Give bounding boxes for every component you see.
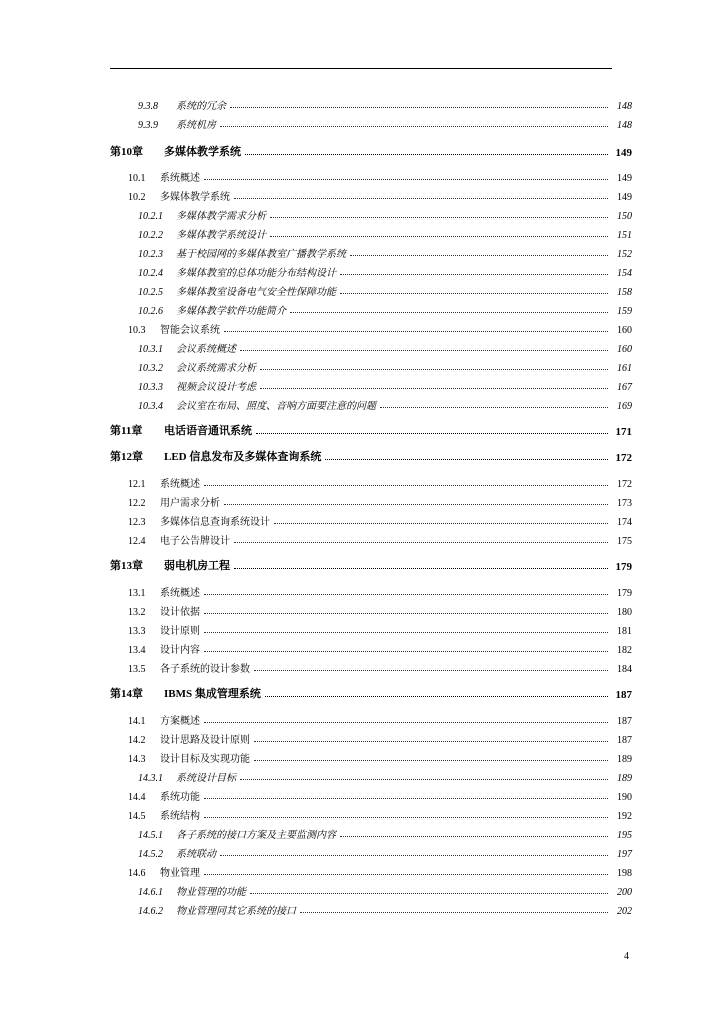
- toc-entry-page: 149: [615, 147, 632, 159]
- toc-section-entry[interactable]: [128, 600, 632, 618]
- toc-entry-title: 设计原则: [160, 626, 200, 637]
- toc-entry-page: 197: [617, 849, 632, 860]
- toc-leader-dots: [340, 274, 608, 275]
- toc-entry-page: 182: [617, 645, 632, 656]
- toc-entry-title: 会议系统需求分析: [176, 363, 256, 374]
- toc-entry-page: 169: [617, 401, 632, 412]
- toc-subsection-entry[interactable]: [138, 880, 632, 898]
- toc-leader-dots: [204, 651, 608, 652]
- toc-leader-dots: [340, 836, 608, 837]
- toc-entry-number: 13.1: [128, 588, 146, 599]
- toc-entry-number: 第12章: [110, 451, 143, 463]
- toc-entry-page: 174: [617, 517, 632, 528]
- toc-leader-dots: [224, 504, 608, 505]
- toc-entry-title: 系统结构: [160, 811, 200, 822]
- toc-leader-dots: [234, 542, 608, 543]
- toc-entry-title: 各子系统的设计参数: [160, 664, 250, 675]
- toc-leader-dots: [270, 217, 608, 218]
- toc-entry-page: 149: [617, 192, 632, 203]
- toc-subsection-entry[interactable]: [138, 280, 632, 298]
- toc-entry-title: 电话语音通讯系统: [164, 425, 252, 437]
- toc-entry-page: 200: [617, 887, 632, 898]
- toc-entry-title: 多媒体教学软件功能简介: [176, 306, 286, 317]
- toc-entry-title: 设计目标及实现功能: [160, 754, 250, 765]
- toc-section-entry[interactable]: [128, 657, 632, 675]
- toc-entry-title: 视频会议设计考虑: [176, 382, 256, 393]
- toc-section-entry[interactable]: [128, 581, 632, 599]
- toc-entry-number: 12.2: [128, 498, 146, 509]
- toc-entry-number: 14.6.1: [138, 887, 163, 898]
- toc-entry-number: 14.3.1: [138, 773, 163, 784]
- toc-leader-dots: [254, 741, 608, 742]
- toc-entry-page: 173: [617, 498, 632, 509]
- toc-leader-dots: [230, 107, 608, 108]
- toc-entry-number: 13.4: [128, 645, 146, 656]
- toc-entry-title: 多媒体教室的总体功能分布结构设计: [176, 268, 336, 279]
- toc-leader-dots: [325, 459, 608, 460]
- toc-section-entry[interactable]: [128, 619, 632, 637]
- toc-entry-title: 智能会议系统: [160, 325, 220, 336]
- toc-entry-page: 187: [617, 716, 632, 727]
- toc-entry-number: 10.3: [128, 325, 146, 336]
- toc-entry-number: 10.2: [128, 192, 146, 203]
- toc-entry-title: 用户需求分析: [160, 498, 220, 509]
- toc-section-entry[interactable]: [128, 185, 632, 203]
- toc-leader-dots: [240, 779, 608, 780]
- toc-entry-title: 方案概述: [160, 716, 200, 727]
- toc-entry-title: 系统的冗余: [176, 101, 226, 112]
- toc-leader-dots: [300, 912, 608, 913]
- toc-entry-number: 10.3.2: [138, 363, 163, 374]
- toc-entry-page: 187: [615, 689, 632, 701]
- toc-entry-number: 第13章: [110, 560, 143, 572]
- toc-entry-page: 150: [617, 211, 632, 222]
- toc-entry-page: 195: [617, 830, 632, 841]
- toc-section-entry[interactable]: [128, 472, 632, 490]
- toc-entry-title: 物业管理同其它系统的接口: [176, 906, 296, 917]
- toc-leader-dots: [204, 485, 608, 486]
- toc-leader-dots: [350, 255, 608, 256]
- toc-entry-page: 152: [617, 249, 632, 260]
- toc-entry-page: 180: [617, 607, 632, 618]
- toc-entry-title: 设计依据: [160, 607, 200, 618]
- toc-leader-dots: [240, 350, 608, 351]
- toc-leader-dots: [256, 433, 608, 434]
- toc-entry-page: 154: [617, 268, 632, 279]
- toc-entry-page: 192: [617, 811, 632, 822]
- toc-entry-number: 10.3.3: [138, 382, 163, 393]
- toc-leader-dots: [290, 312, 608, 313]
- toc-chapter-entry[interactable]: [110, 446, 632, 464]
- toc-entry-number: 第10章: [110, 146, 143, 158]
- toc-leader-dots: [260, 369, 608, 370]
- toc-subsection-entry[interactable]: [138, 823, 632, 841]
- toc-entry-number: 10.2.3: [138, 249, 163, 260]
- toc-entry-title: IBMS 集成管理系统: [164, 688, 261, 700]
- toc-entry-page: 179: [617, 588, 632, 599]
- toc-section-entry[interactable]: [128, 166, 632, 184]
- toc-subsection-entry[interactable]: [138, 299, 632, 317]
- toc-entry-number: 14.1: [128, 716, 146, 727]
- toc-leader-dots: [254, 670, 608, 671]
- toc-entry-number: 10.2.2: [138, 230, 163, 241]
- toc-entry-title: 系统功能: [160, 792, 200, 803]
- toc-entry-title: 弱电机房工程: [164, 560, 230, 572]
- toc-section-entry[interactable]: [128, 747, 632, 765]
- toc-entry-number: 14.3: [128, 754, 146, 765]
- toc-entry-page: 184: [617, 664, 632, 675]
- toc-entry-title: 系统概述: [160, 479, 200, 490]
- toc-entry-title: 会议室在布局、照度、音响方面要注意的问题: [176, 401, 376, 412]
- toc-entry-title: 多媒体教学系统: [160, 192, 230, 203]
- page-number: 4: [624, 951, 629, 962]
- toc-subsection-entry[interactable]: [138, 94, 632, 112]
- toc-entry-page: 160: [617, 325, 632, 336]
- toc-leader-dots: [234, 198, 608, 199]
- toc-section-entry[interactable]: [128, 638, 632, 656]
- toc-entry-page: 189: [617, 773, 632, 784]
- toc-leader-dots: [220, 855, 608, 856]
- toc-entry-page: 172: [617, 479, 632, 490]
- toc-entry-title: 物业管理: [160, 868, 200, 879]
- toc-entry-number: 10.2.4: [138, 268, 163, 279]
- toc-entry-title: 系统设计目标: [176, 773, 236, 784]
- toc-section-entry[interactable]: [128, 728, 632, 746]
- toc-entry-number: 12.4: [128, 536, 146, 547]
- toc-section-entry[interactable]: [128, 529, 632, 547]
- toc-section-entry[interactable]: [128, 491, 632, 509]
- toc-leader-dots: [340, 293, 608, 294]
- toc-entry-number: 9.3.9: [138, 120, 158, 131]
- toc-chapter-entry[interactable]: [110, 555, 632, 573]
- toc-leader-dots: [204, 817, 608, 818]
- toc-section-entry[interactable]: [128, 861, 632, 879]
- toc-section-entry[interactable]: [128, 709, 632, 727]
- toc-leader-dots: [204, 632, 608, 633]
- toc-entry-title: 多媒体教室设备电气安全性保障功能: [176, 287, 336, 298]
- toc-entry-title: 会议系统概述: [176, 344, 236, 355]
- header-rule: [110, 68, 612, 69]
- toc-entry-title: 基于校园网的多媒体教室广播教学系统: [176, 249, 346, 260]
- toc-entry-page: 181: [617, 626, 632, 637]
- toc-entry-page: 187: [617, 735, 632, 746]
- toc-entry-page: 161: [617, 363, 632, 374]
- toc-leader-dots: [265, 696, 608, 697]
- toc-entry-page: 179: [615, 561, 632, 573]
- toc-entry-number: 14.4: [128, 792, 146, 803]
- toc-entry-page: 148: [617, 101, 632, 112]
- toc-entry-number: 第14章: [110, 688, 143, 700]
- toc-subsection-entry[interactable]: [138, 113, 632, 131]
- toc-leader-dots: [245, 154, 608, 155]
- toc-chapter-entry[interactable]: [110, 683, 632, 701]
- toc-leader-dots: [204, 798, 608, 799]
- toc-leader-dots: [204, 874, 608, 875]
- toc-entry-page: 160: [617, 344, 632, 355]
- toc-entry-title: 设计内容: [160, 645, 200, 656]
- toc-leader-dots: [204, 613, 608, 614]
- toc-chapter-entry[interactable]: [110, 141, 632, 159]
- toc-leader-dots: [250, 893, 608, 894]
- toc-entry-page: 167: [617, 382, 632, 393]
- toc-entry-page: 148: [617, 120, 632, 131]
- toc-entry-page: 198: [617, 868, 632, 879]
- toc-subsection-entry[interactable]: [138, 204, 632, 222]
- toc-entry-page: 190: [617, 792, 632, 803]
- toc-entry-page: 159: [617, 306, 632, 317]
- toc-entry-title: LED 信息发布及多媒体查询系统: [164, 451, 322, 463]
- toc-entry-number: 10.3.4: [138, 401, 163, 412]
- toc-entry-number: 10.2.6: [138, 306, 163, 317]
- toc-subsection-entry[interactable]: [138, 261, 632, 279]
- toc-subsection-entry[interactable]: [138, 242, 632, 260]
- toc-entry-title: 电子公告牌设计: [160, 536, 230, 547]
- toc-entry-number: 10.2.5: [138, 287, 163, 298]
- toc-entry-number: 14.6.2: [138, 906, 163, 917]
- toc-section-entry[interactable]: [128, 510, 632, 528]
- toc-subsection-entry[interactable]: [138, 356, 632, 374]
- toc-section-entry[interactable]: [128, 785, 632, 803]
- toc-leader-dots: [234, 568, 608, 569]
- toc-section-entry[interactable]: [128, 318, 632, 336]
- toc-subsection-entry[interactable]: [138, 766, 632, 784]
- toc-leader-dots: [224, 331, 608, 332]
- toc-chapter-entry[interactable]: [110, 420, 632, 438]
- toc-entry-title: 多媒体教学需求分析: [176, 211, 266, 222]
- toc-entry-page: 175: [617, 536, 632, 547]
- toc-entry-number: 13.5: [128, 664, 146, 675]
- toc-leader-dots: [204, 179, 608, 180]
- toc-subsection-entry[interactable]: [138, 394, 632, 412]
- toc-entry-title: 物业管理的功能: [176, 887, 246, 898]
- toc-section-entry[interactable]: [128, 804, 632, 822]
- toc-entry-number: 14.6: [128, 868, 146, 879]
- toc-entry-page: 151: [617, 230, 632, 241]
- toc-entry-title: 系统概述: [160, 173, 200, 184]
- toc-entry-number: 12.3: [128, 517, 146, 528]
- toc-leader-dots: [254, 760, 608, 761]
- toc-leader-dots: [274, 523, 608, 524]
- toc-leader-dots: [260, 388, 608, 389]
- toc-entry-number: 14.2: [128, 735, 146, 746]
- toc-entry-title: 设计思路及设计原则: [160, 735, 250, 746]
- toc-entry-title: 多媒体教学系统: [164, 146, 241, 158]
- toc-leader-dots: [204, 722, 608, 723]
- toc-leader-dots: [380, 407, 608, 408]
- toc-subsection-entry[interactable]: [138, 899, 632, 917]
- toc-entry-title: 系统概述: [160, 588, 200, 599]
- toc-entry-number: 14.5.1: [138, 830, 163, 841]
- toc-entry-number: 10.2.1: [138, 211, 163, 222]
- toc-subsection-entry[interactable]: [138, 223, 632, 241]
- toc-entry-title: 多媒体信息查询系统设计: [160, 517, 270, 528]
- toc-entry-title: 系统机房: [176, 120, 216, 131]
- toc-entry-number: 14.5: [128, 811, 146, 822]
- toc-leader-dots: [270, 236, 608, 237]
- toc-entry-page: 202: [617, 906, 632, 917]
- toc-leader-dots: [220, 126, 608, 127]
- toc-entry-page: 149: [617, 173, 632, 184]
- toc-entry-number: 9.3.8: [138, 101, 158, 112]
- toc-entry-number: 14.5.2: [138, 849, 163, 860]
- toc-entry-number: 10.1: [128, 173, 146, 184]
- toc-entry-title: 系统联动: [176, 849, 216, 860]
- toc-entry-title: 各子系统的接口方案及主要监测内容: [176, 830, 336, 841]
- toc-entry-page: 158: [617, 287, 632, 298]
- toc-entry-number: 第11章: [110, 425, 143, 437]
- toc-subsection-entry[interactable]: [138, 337, 632, 355]
- toc-entry-page: 172: [615, 452, 632, 464]
- toc-entry-number: 12.1: [128, 479, 146, 490]
- toc-entry-title: 多媒体教学系统设计: [176, 230, 266, 241]
- toc-subsection-entry[interactable]: [138, 842, 632, 860]
- toc-subsection-entry[interactable]: [138, 375, 632, 393]
- toc-entry-number: 13.2: [128, 607, 146, 618]
- toc-leader-dots: [204, 594, 608, 595]
- toc-entry-page: 171: [615, 426, 632, 438]
- toc-entry-page: 189: [617, 754, 632, 765]
- toc-entry-number: 10.3.1: [138, 344, 163, 355]
- toc-entry-number: 13.3: [128, 626, 146, 637]
